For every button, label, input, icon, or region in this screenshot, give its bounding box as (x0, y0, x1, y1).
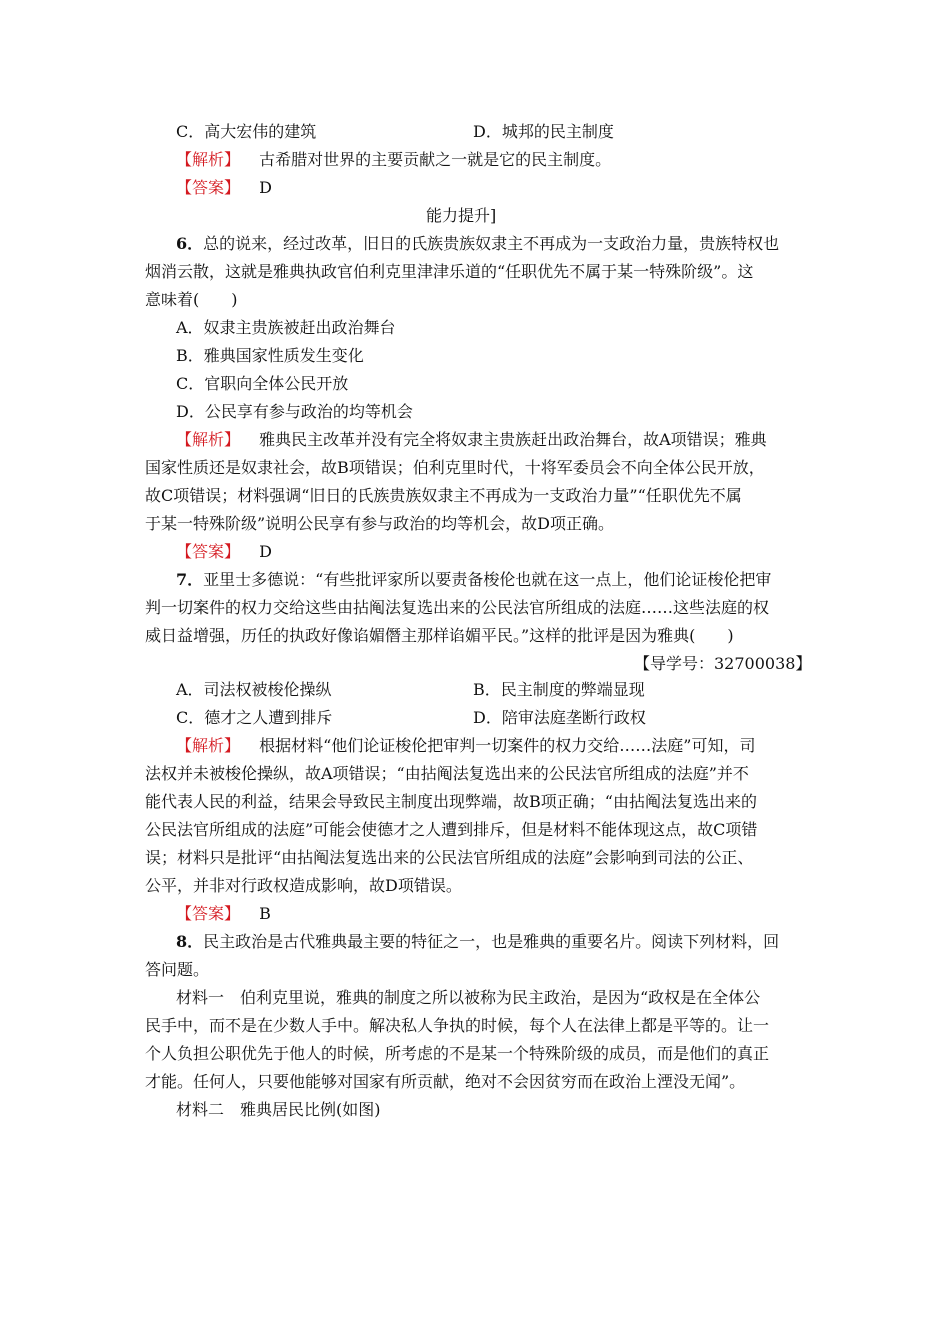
q7-option-a: A．司法权被梭伦操纵 (176, 680, 332, 699)
q5-analysis (176, 149, 611, 171)
guide-number: 【导学号：32700038】 (634, 654, 812, 673)
q6-stem-line-2: 烟消云散，这就是雅典执政官伯利克里津津乐道的“任职优先不属于某一特殊阶级”。这 (145, 262, 754, 281)
q6-stem-line-3: 意味着( ) (145, 290, 238, 309)
q5-answer (176, 177, 272, 199)
answer-tag: 【答案】 (176, 904, 241, 923)
answer-value: B (259, 904, 271, 923)
q7-option-b: B．民主制度的弊端显现 (473, 680, 645, 699)
q6-option-a: A．奴隶主贵族被赶出政治舞台 (176, 318, 396, 337)
q6-analysis-line-4: 于某一特殊阶级”说明公民享有参与政治的均等机会，故D项正确。 (145, 514, 615, 533)
q6-option-b: B．雅典国家性质发生变化 (176, 346, 364, 365)
q6-answer (176, 541, 272, 563)
answer-tag: 【答案】 (176, 178, 241, 197)
q7-analysis-line-6: 公平，并非对行政权造成影响，故D项错误。 (145, 876, 462, 895)
q5-option-c: C．高大宏伟的建筑 (176, 122, 317, 141)
question-number: 6． (176, 234, 204, 253)
answer-tag: 【答案】 (176, 542, 241, 561)
q6-option-d: D．公民享有参与政治的均等机会 (176, 402, 413, 421)
q8-stem-line-2: 答问题。 (145, 960, 210, 979)
material1-line-1: 材料一 伯利克里说，雅典的制度之所以被称为民主政治，是因为“政权是在全体公 (176, 988, 761, 1007)
q7-options-row-1 (176, 679, 645, 701)
section-heading: 能力提升] (426, 206, 497, 225)
answer-value: D (259, 542, 272, 561)
q5-option-d: D．城邦的民主制度 (473, 122, 614, 141)
analysis-tag: 【解析】 (176, 150, 241, 169)
q7-option-d: D．陪审法庭垄断行政权 (473, 708, 646, 727)
answer-value: D (259, 178, 272, 197)
q7-analysis-line-1: 【解析】 根据材料“他们论证梭伦把审判一切案件的权力交给……法庭”可知，司 (176, 736, 756, 755)
material1-line-4: 才能。任何人，只要他能够对国家有所贡献，绝对不会因贫穷而在政治上湮没无闻”。 (145, 1072, 746, 1091)
q7-stem-line-2: 判一切案件的权力交给这些由拈阄法复选出来的公民法官所组成的法庭……这些法庭的权 (145, 598, 770, 617)
q7-analysis-line-3: 能代表人民的利益，结果会导致民主制度出现弊端，故B项正确；“由拈阄法复选出来的 (145, 792, 757, 811)
analysis-text: 古希腊对世界的主要贡献之一就是它的民主制度。 (259, 150, 612, 169)
q6-analysis-line-2: 国家性质还是奴隶社会，故B项错误；伯利克里时代，十将军委员会不向全体公民开放， (145, 458, 765, 477)
q7-analysis-line-4: 公民法官所组成的法庭”可能会使德才之人遭到排斥，但是材料不能体现这点，故C项错 (145, 820, 758, 839)
analysis-tag: 【解析】 (176, 430, 241, 449)
q7-stem-line-1: 7．亚里士多德说：“有些批评家所以要责备梭伦也就在这一点上，他们论证梭伦把审 (176, 570, 772, 589)
analysis-tag: 【解析】 (176, 736, 241, 755)
q5-options-row (176, 121, 614, 143)
q7-analysis-line-2: 法权并未被梭伦操纵，故A项错误；“由拈阄法复选出来的公民法官所组成的法庭”并不 (145, 764, 749, 783)
question-number: 8． (176, 932, 204, 951)
q7-analysis-line-5: 误；材料只是批评“由拈阄法复选出来的公民法官所组成的法庭”会影响到司法的公正、 (145, 848, 754, 867)
q7-stem-line-3: 威日益增强，历任的执政好像谄媚僭主那样谄媚平民。”这样的批评是因为雅典( ) (145, 626, 734, 645)
material2-line: 材料二 雅典居民比例(如图) (176, 1100, 381, 1119)
question-number: 7． (176, 570, 204, 589)
q7-answer (176, 903, 271, 925)
q8-stem-line-1: 8．民主政治是古代雅典最主要的特征之一，也是雅典的重要名片。阅读下列材料，回 (176, 932, 780, 951)
q6-analysis-line-3: 故C项错误；材料强调“旧日的氏族贵族奴隶主不再成为一支政治力量”“任职优先不属 (145, 486, 742, 505)
q6-stem-line-1: 6．总的说来，经过改革，旧日的氏族贵族奴隶主不再成为一支政治力量，贵族特权也 (176, 234, 780, 253)
material1-line-3: 个人负担公职优先于他人的时候，所考虑的不是某一个特殊阶级的成员，而是他们的真正 (145, 1044, 770, 1063)
q6-option-c: C．官职向全体公民开放 (176, 374, 349, 393)
q7-option-c: C．德才之人遭到排斥 (176, 708, 333, 727)
material1-line-2: 民手中，而不是在少数人手中。解决私人争执的时候，每个人在法律上都是平等的。让一 (145, 1016, 770, 1035)
q6-analysis-line-1: 【解析】 雅典民主改革并没有完全将奴隶主贵族赶出政治舞台，故A项错误；雅典 (176, 430, 767, 449)
q7-options-row-2 (176, 707, 646, 729)
